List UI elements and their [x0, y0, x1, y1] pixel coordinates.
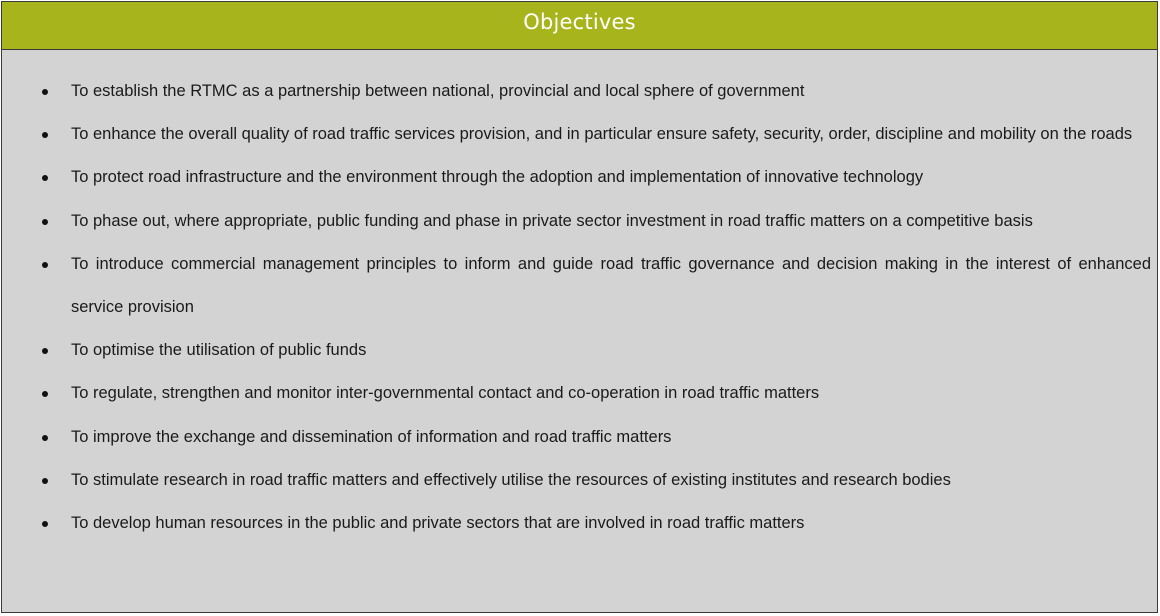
list-item — [2, 200, 1151, 243]
objective-text: To regulate, strengthen and monitor inter-governmental contact and co-operation in road traffic matters — [71, 384, 820, 403]
objective-text: To optimise the utilisation of public funds — [71, 341, 367, 360]
bullet-icon — [42, 348, 48, 354]
objective-text: To phase out, where appropriate, public funding and phase in private sector investment in road traffic matters on a competitive basis — [71, 211, 1033, 230]
list-item — [2, 329, 1151, 372]
objective-text: To improve the exchange and dissemination of information and road traffic matters — [71, 427, 672, 446]
bullet-icon — [42, 521, 48, 527]
list-item — [2, 502, 1151, 545]
objective-text: To establish the RTMC as a partnership between national, provincial and local sphere of government — [71, 82, 805, 100]
list-item — [2, 243, 1151, 329]
list-item — [2, 416, 1151, 459]
table-header — [2, 2, 1157, 50]
table-body — [2, 50, 1157, 545]
objective-text: To develop human resources in the public and private sectors that are involved in road traffic matters — [71, 514, 805, 533]
list-item — [2, 156, 1151, 199]
bullet-icon — [42, 175, 48, 181]
list-item — [2, 372, 1151, 415]
list-item — [2, 459, 1151, 502]
list-item — [2, 70, 1151, 113]
bullet-icon — [42, 89, 48, 95]
bullet-icon — [42, 262, 48, 268]
objective-text: To stimulate research in road traffic matters and effectively utilise the resources of existing institutes and research bodies — [71, 470, 951, 489]
header-title: Objectives — [523, 10, 636, 34]
objective-text: To introduce commercial management principles to inform and guide road traffic governance and decision making in the interest of enhanced service provision — [71, 254, 1151, 317]
objectives-table — [1, 1, 1158, 613]
bullet-icon — [42, 391, 48, 397]
bullet-icon — [42, 435, 48, 441]
bullet-icon — [42, 132, 48, 138]
objective-text: To enhance the overall quality of road traffic services provision, and in particular ensure safety, security, order, discipline and mobility on the roads — [71, 125, 1133, 144]
bullet-icon — [42, 478, 48, 484]
objective-text: To protect road infrastructure and the environment through the adoption and implementation of innovative technology — [71, 168, 924, 187]
list-item — [2, 113, 1151, 156]
objectives-list — [2, 70, 1151, 545]
bullet-icon — [42, 219, 48, 225]
